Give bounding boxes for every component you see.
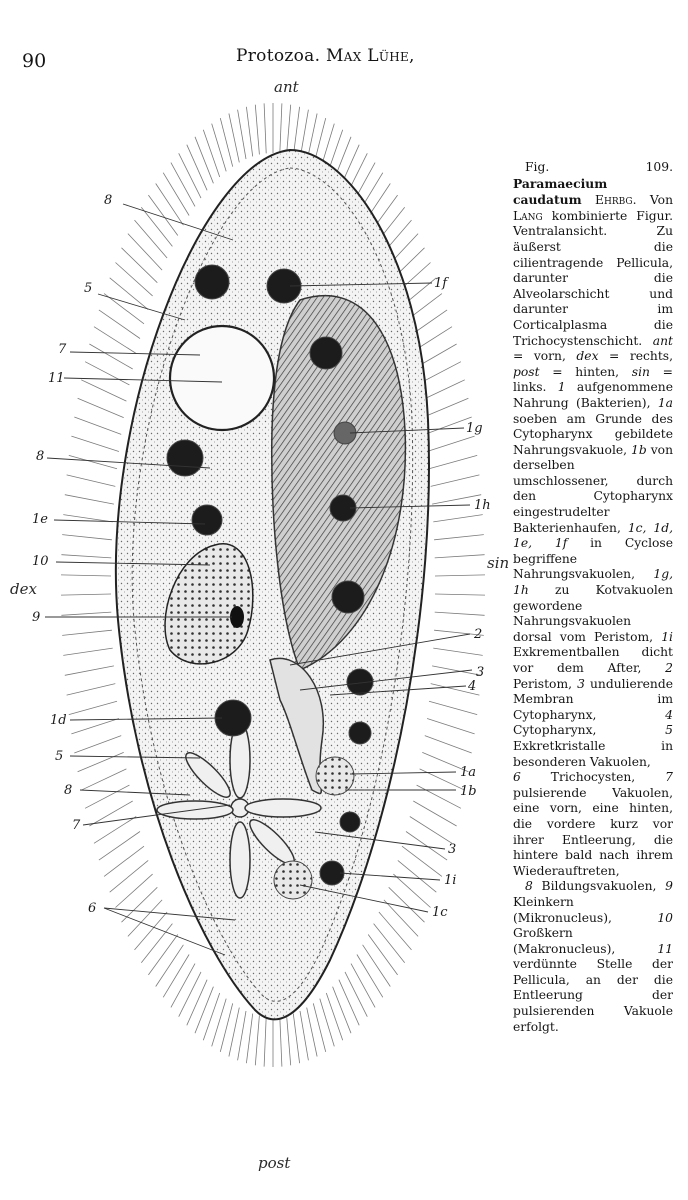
label-left-11: 8 [64,783,73,798]
caption-fig-number: Fig. 109. [525,160,673,174]
caption-n8: 8 [525,879,533,894]
label-left-12: 7 [72,818,81,833]
label-right-3: 1h [474,498,491,513]
label-left-3: 7 [58,342,67,357]
caption-n5: 5 [665,723,673,738]
caption-authority: Ehrbg. [595,193,637,208]
label-left-10: 5 [55,749,64,764]
caption-t11: verdünnte Stelle der Pellicula, an der die Entleerung der pulsierenden Vakuole erfolgt. [513,957,673,1034]
label-right-8: 1b [460,784,477,799]
caption-abbr-ant: ant [652,333,673,348]
caption-text-2: kombinierte Figur. Ventralansicht. Zu äußerst die cilientragende Pellicula, darunter die Alveolarschicht und darunter im Corticalplasma die Trichocystenschicht. [513,208,673,348]
caption-n1b: 1b [631,442,647,457]
header-author: Max Lühe, [326,46,415,66]
label-left-2: 5 [84,281,93,296]
caption-t1gh: zu Kotvakuolen gewordene Nahrungsvakuolen dorsal vom Peristom, [513,583,673,644]
label-right-4: 2 [474,627,483,642]
caption-t5: Exkretkristalle in besonderen Vakuolen, [513,738,673,769]
label-right-5: 3 [476,665,485,680]
label-right-7: 1a [460,765,477,780]
caption-abbr-sin: sin [631,364,650,379]
caption-eq-ant: = vorn, [513,349,577,364]
caption-abbr-post: post [513,364,540,379]
caption-t10: Großkern (Makronucleus), [513,926,658,956]
caption-n1a: 1a [657,395,673,410]
label-left-8: 9 [32,610,41,625]
label-left-7: 10 [32,554,49,569]
caption-n2: 2 [665,661,673,675]
caption-t1a: soeben am Grunde des Cytopharynx gebildete Nahrungsvakuole, [513,411,673,457]
label-left-1: 8 [104,193,113,208]
label-right-1: 1f [434,276,448,291]
caption-n10: 10 [657,910,673,925]
orientation-sin: sin [487,554,510,572]
label-left-6: 1e [32,512,48,527]
caption-text-1: Von [649,193,673,208]
caption-n1i: 1i [661,629,673,644]
caption-t1i: Exkrementballen dicht vor dem After, [513,645,673,675]
contractile-vacuole-anterior [170,326,274,430]
caption-species: Paramaecium caudatum [513,175,608,208]
caption-t7: pulsierende Vakuolen, eine vorn, eine hinten, die vordere kurz vor ihrer Entleerung, die hintere bald nach ihrem Wiederauftreten, [513,785,673,878]
caption-t6: Trichocysten, [520,770,666,785]
caption-t2: Peristom, [513,676,578,691]
orientation-dex: dex [10,580,37,598]
caption-t1b: von derselben umschlossener, durch den Cytopharynx eingestrudelter Bakterienhaufen, [513,442,673,535]
figure-caption [513,160,673,1035]
label-left-5: 8 [36,449,45,464]
label-left-13: 6 [88,901,97,916]
label-right-2: 1g [466,421,483,436]
caption-eq-dex: = rechts, [598,349,673,364]
caption-n1cdef: 1c, 1d, 1e, 1f [513,520,673,551]
caption-eq-sin: = links. [513,364,673,395]
page-number: 90 [22,50,47,72]
label-left-9: 1d [50,713,67,728]
label-right-10: 1i [444,873,457,888]
label-right-11: 1c [432,905,448,920]
caption-n1gh: 1g, 1h [513,567,673,598]
caption-credit: Lang [513,208,543,223]
caption-t1: aufgenommene Nahrung (Bakterien), [513,380,673,410]
caption-t9: Kleinkern (Mikronucleus), [513,894,658,925]
micronucleus [230,606,244,628]
caption-n11: 11 [657,941,673,956]
orientation-ant: ant [274,78,299,96]
caption-n3: 3 [577,676,585,691]
caption-t8: Bildungsvakuolen, [532,879,666,894]
label-left-4: 11 [48,371,65,386]
caption-n9: 9 [665,879,673,894]
header-section: Protozoa. [236,46,321,66]
caption-n1: 1 [557,380,566,395]
caption-n6: 6 [513,770,521,785]
orientation-post: post [258,1154,291,1172]
label-right-6: 4 [468,679,477,694]
caption-t4: Cytopharynx, [513,723,666,738]
caption-eq-post: = hinten, [539,364,632,379]
caption-n7: 7 [665,770,673,785]
caption-abbr-dex: dex [576,349,599,364]
caption-t1cdef: in Cyclose begriffene Nahrungsvakuolen, [513,536,673,582]
caption-n4: 4 [665,707,673,722]
caption-t3: undulierende Membran im Cytopharynx, [513,676,673,722]
label-right-9: 3 [448,842,457,857]
